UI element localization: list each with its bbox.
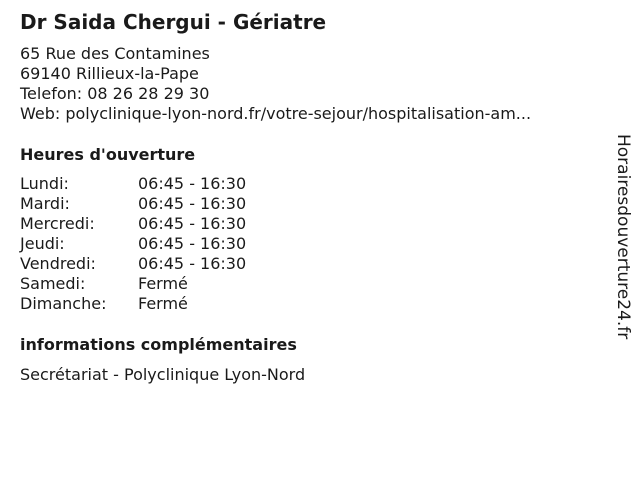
hours-time: 06:45 - 16:30 [138, 194, 247, 213]
address-block [20, 44, 531, 124]
street-address: 65 Rue des Contamines [20, 44, 210, 63]
city-address: 69140 Rillieux-la-Pape [20, 64, 199, 83]
hours-day: Mercredi: [20, 214, 95, 233]
hours-row-wednesday [20, 214, 246, 234]
website-link[interactable]: Web: polyclinique-lyon-nord.fr/votre-sejour/hospitalisation-am... [20, 104, 532, 123]
hours-time: 06:45 - 16:30 [138, 174, 247, 193]
hours-time: Fermé [138, 274, 188, 293]
hours-day: Dimanche: [20, 294, 107, 313]
hours-heading: Heures d'ouverture [20, 145, 196, 164]
side-brand-watermark: Horairesdouverture24.fr [613, 134, 633, 340]
hours-row-sunday [20, 294, 246, 314]
hours-time: 06:45 - 16:30 [138, 214, 247, 233]
hours-row-saturday [20, 274, 246, 294]
hours-row-thursday [20, 234, 246, 254]
hours-table [20, 174, 246, 314]
info-heading: informations complémentaires [20, 335, 297, 354]
hours-day: Mardi: [20, 194, 70, 213]
hours-day: Jeudi: [20, 234, 65, 253]
hours-day: Samedi: [20, 274, 86, 293]
hours-day: Lundi: [20, 174, 69, 193]
phone-number[interactable]: Telefon: 08 26 28 29 30 [20, 84, 210, 103]
hours-row-tuesday [20, 194, 246, 214]
hours-time: Fermé [138, 294, 188, 313]
hours-day: Vendredi: [20, 254, 96, 273]
info-text: Secrétariat - Polyclinique Lyon-Nord [20, 365, 306, 384]
page-title: Dr Saida Chergui - Gériatre [20, 10, 327, 34]
hours-time: 06:45 - 16:30 [138, 234, 247, 253]
hours-row-monday [20, 174, 246, 194]
hours-row-friday [20, 254, 246, 274]
hours-time: 06:45 - 16:30 [138, 254, 247, 273]
